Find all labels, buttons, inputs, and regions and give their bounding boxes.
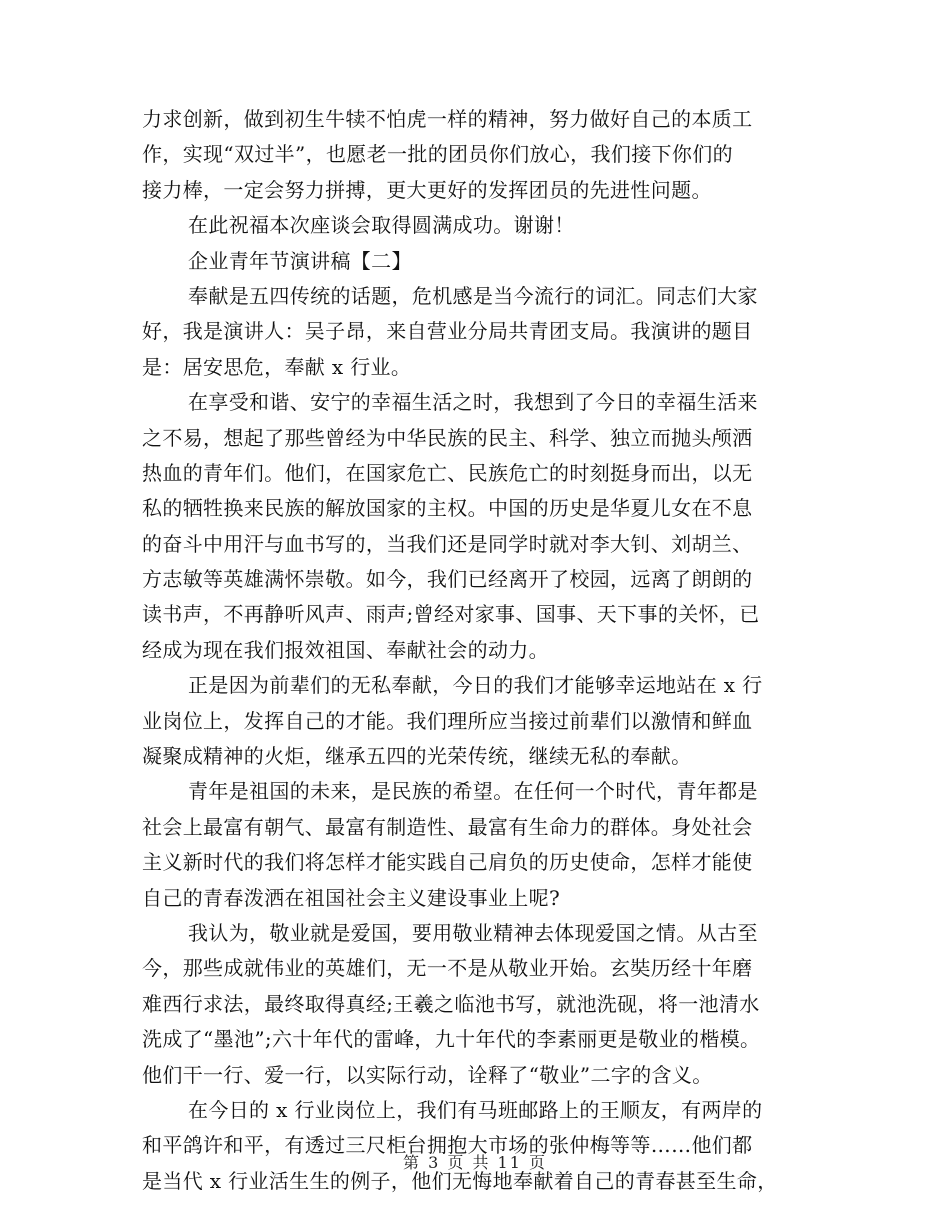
text-line: 之不易，想起了那些曾经为中华民族的民主、科学、独立而抛头颅洒 (142, 425, 753, 450)
text-line: 今，那些成就伟业的英雄们，无一不是从敬业开始。玄奘历经十年磨 (142, 956, 753, 981)
text-line: 和平鸽许和平，有透过三尺柜台拥抱大市场的张仲梅等等……他们都 (142, 1133, 753, 1158)
text-line: 我认为，敬业就是爱国，要用敬业精神去体现爱国之情。从古至 (188, 920, 758, 945)
text-line: 在今日的 x 行业岗位上，我们有马班邮路上的王顺友，有两岸的 (188, 1097, 763, 1122)
text-line: 是：居安思危，奉献 x 行业。 (142, 354, 412, 379)
text-line: 好，我是演讲人：吴子昂，来自营业分局共青团支局。我演讲的题目 (142, 319, 753, 344)
text-line: 企业青年节演讲稿【二】 (188, 248, 412, 273)
text-line: 的奋斗中用汗与血书写的，当我们还是同学时就对李大钊、刘胡兰、 (142, 531, 753, 556)
text-line: 在享受和谐、安宁的幸福生活之时，我想到了今日的幸福生活来 (188, 390, 758, 415)
text-line: 作，实现“双过半”，也愿老一批的团员你们放心，我们接下你们的 (142, 142, 733, 167)
text-line: 凝聚成精神的火炬，继承五四的光荣传统，继续无私的奉献。 (142, 744, 692, 769)
text-line: 青年是祖国的未来，是民族的希望。在任何一个时代，青年都是 (188, 779, 758, 804)
text-line: 难西行求法，最终取得真经;王羲之临池书写，就池洗砚，将一池清水 (142, 991, 760, 1016)
text-line: 热血的青年们。他们，在国家危亡、民族危亡的时刻挺身而出，以无 (142, 460, 753, 485)
text-line: 是当代 x 行业活生生的例子，他们无悔地奉献着自己的青春甚至生命， (142, 1168, 778, 1193)
text-line: 接力棒，一定会努力拼搏，更大更好的发挥团员的先进性问题。 (142, 177, 712, 202)
text-line: 洗成了“墨池”;六十年代的雷峰，九十年代的李素丽更是敬业的楷模。 (142, 1027, 761, 1052)
text-line: 主义新时代的我们将怎样才能实践自己肩负的历史使命，怎样才能使 (142, 850, 753, 875)
page-footer: 第 3 页 共 11 页 (403, 1153, 547, 1172)
text-line: 在此祝福本次座谈会取得圆满成功。谢谢！ (188, 213, 575, 238)
text-line: 他们干一行、爱一行，以实际行动，诠释了“敬业”二字的含义。 (142, 1062, 713, 1087)
text-line: 经成为现在我们报效祖国、奉献社会的动力。 (142, 637, 549, 662)
text-line: 自己的青春泼洒在祖国社会主义建设事业上呢? (142, 885, 561, 910)
text-line: 私的牺牲换来民族的解放国家的主权。中国的历史是华夏儿女在不息 (142, 496, 753, 521)
text-line: 方志敏等英雄满怀崇敬。如今，我们已经离开了校园，远离了朗朗的 (142, 567, 753, 592)
text-line: 力求创新，做到初生牛犊不怕虎一样的精神，努力做好自己的本质工 (142, 107, 753, 131)
text-line: 奉献是五四传统的话题，危机感是当今流行的词汇。同志们大家 (188, 283, 758, 308)
text-line: 业岗位上，发挥自己的才能。我们理所应当接过前辈们以激情和鲜血 (142, 708, 753, 733)
document-body (142, 102, 812, 1199)
text-line: 读书声，不再静听风声、雨声;曾经对家事、国事、天下事的关怀，已 (142, 602, 760, 627)
text-line: 社会上最富有朝气、最富有制造性、最富有生命力的群体。身处社会 (142, 814, 753, 839)
text-line: 正是因为前辈们的无私奉献，今日的我们才能够幸运地站在 x 行 (188, 673, 763, 698)
